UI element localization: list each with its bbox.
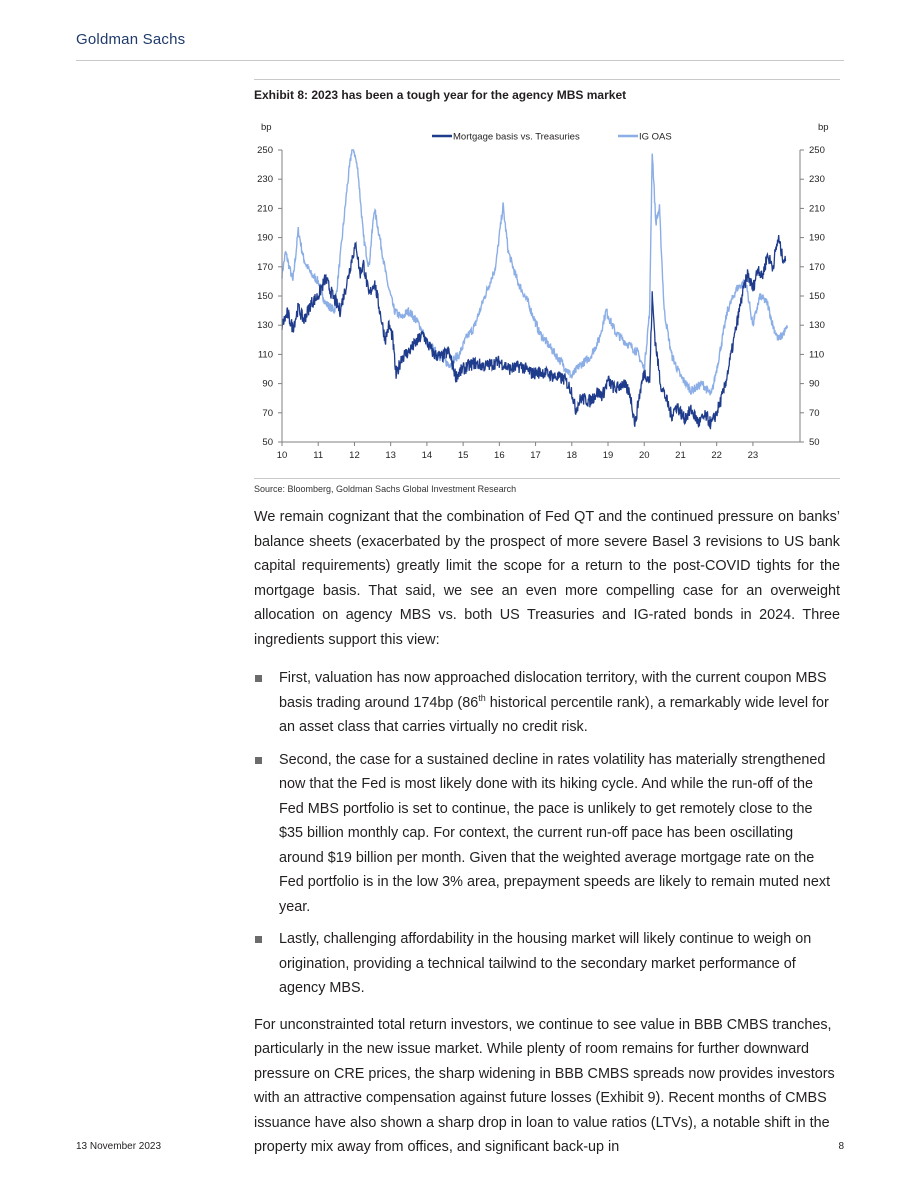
x-tick-label: 22: [711, 450, 722, 461]
left-y-tick-label: 230: [257, 174, 273, 186]
x-tick-label: 19: [602, 450, 614, 461]
x-tick-label: 12: [349, 450, 360, 461]
bullet-volatility: [254, 748, 840, 920]
bullet-square-icon: [255, 936, 262, 943]
series-line-mortgage-basis: [282, 235, 786, 429]
left-y-tick-label: 250: [257, 145, 273, 156]
left-y-tick-label: 70: [262, 407, 273, 419]
right-y-tick-label: 230: [809, 174, 825, 186]
right-y-tick-label: 210: [809, 203, 825, 215]
x-tick-label: 17: [530, 450, 541, 461]
page-number: 8: [838, 1141, 844, 1152]
exhibit-source: Source: Bloomberg, Goldman Sachs Global Investment Research: [254, 484, 517, 494]
legend-ig-oas-label: IG OAS: [639, 131, 672, 143]
left-y-tick-label: 130: [257, 320, 273, 332]
right-y-tick-label: 90: [809, 378, 820, 390]
right-y-tick-label: 70: [809, 407, 820, 419]
right-y-tick-label: 150: [809, 291, 825, 302]
bullet-volatility-text: Second, the case for a sustained decline in rates volatility has materially strengthened now that the Fed is most likely done with its hiking cycle. And while the run-off of the Fed MBS portfolio is set to continue, the pace is unlikely to get remotely close to the $35 billion monthly cap. For context, the current run-off pace has been oscillating around $19 billion per month. Given that the weighted average mortgage rate on the Fed portfolio is in the low 3% area, prepayment speeds are likely to remain muted next year.: [279, 751, 831, 915]
closing-paragraph: For unconstrainted total return investors, we continue to see value in BBB CMBS tranches, particularly in the new issue market. While plenty of room remains for further downward pressure on CRE prices, the sharp widening in BBB CMBS spreads now provides investors with an attractive compensation against future losses (Exhibit 9). Recent months of CMBS issuance have also shown a sharp drop in loan to value ratios (LTVs), a notable shift in the property mix away from offices, and significant back-up in: [254, 1016, 835, 1155]
ordinal-suffix: th: [478, 692, 486, 703]
right-y-tick-label: 250: [809, 145, 825, 156]
right-y-tick-label: 190: [809, 232, 825, 244]
footer-date: 13 November 2023: [76, 1141, 162, 1152]
bullet-valuation: [254, 666, 840, 740]
header-divider: [76, 60, 844, 61]
intro-paragraph: We remain cognizant that the combination of Fed QT and the continued pressure on banks’ balance sheets (exacerbated by the prospect of more severe Basel 3 revisions to US bank capital requirements) greatly limit the scope for a return to the post-COVID tights for the mortgage basis. That said, we see an even more compelling case for an overweight allocation on agency MBS vs. both US Treasuries and IG-rated bonds in 2024. Three ingredients support this view:: [254, 509, 840, 648]
right-y-tick-label: 130: [809, 320, 825, 332]
chart-svg: [250, 112, 840, 472]
left-y-tick-label: 150: [257, 291, 273, 302]
bullet-list: [254, 666, 840, 1001]
exhibit-top-rule: [254, 79, 840, 80]
article-body: [254, 505, 840, 1174]
x-tick-label: 15: [457, 450, 469, 461]
brand-name: Goldman Sachs: [76, 31, 186, 48]
right-y-tick-label: 50: [809, 437, 820, 448]
x-tick-label: 18: [566, 450, 578, 461]
series-line-ig-oas: [282, 150, 787, 395]
source-rule: [254, 478, 840, 479]
x-tick-label: 10: [276, 450, 288, 461]
bullet-affordability: [254, 927, 840, 1001]
bullet-square-icon: [255, 757, 262, 764]
left-axis-unit: bp: [261, 122, 272, 133]
left-y-tick-label: 50: [262, 437, 273, 448]
right-axis-unit: bp: [818, 122, 829, 133]
legend-mortgage-basis-label: Mortgage basis vs. Treasuries: [453, 131, 580, 143]
x-tick-label: 16: [494, 450, 505, 461]
left-y-tick-label: 90: [262, 378, 273, 390]
left-y-tick-label: 210: [257, 203, 273, 215]
exhibit-title: Exhibit 8: 2023 has been a tough year for the agency MBS market: [254, 88, 627, 102]
x-tick-label: 20: [638, 450, 650, 461]
left-y-tick-label: 110: [257, 349, 273, 361]
x-tick-label: 13: [385, 450, 396, 461]
right-y-tick-label: 110: [809, 349, 825, 361]
x-tick-label: 23: [747, 450, 759, 461]
bullet-affordability-text: Lastly, challenging affordability in the housing market will likely continue to weigh on origination, providing a technical tailwind to the secondary market performance of agency MBS.: [279, 931, 812, 996]
x-tick-label: 21: [675, 450, 686, 461]
x-tick-label: 11: [313, 450, 324, 461]
mbs-spread-chart: [250, 112, 840, 472]
right-y-tick-label: 170: [809, 261, 825, 273]
bullet-square-icon: [255, 675, 262, 682]
left-y-tick-label: 170: [257, 261, 273, 273]
bullet-valuation-text-b: historical percentile rank), a remarkably wide level for an asset class that carries virtually no credit risk.: [279, 694, 829, 735]
bullet-valuation-text-a: First, valuation has now approached dislocation territory, with the current coupon MBS basis trading around 174bp (86: [279, 670, 827, 711]
left-y-tick-label: 190: [257, 232, 273, 244]
x-tick-label: 14: [421, 450, 433, 461]
